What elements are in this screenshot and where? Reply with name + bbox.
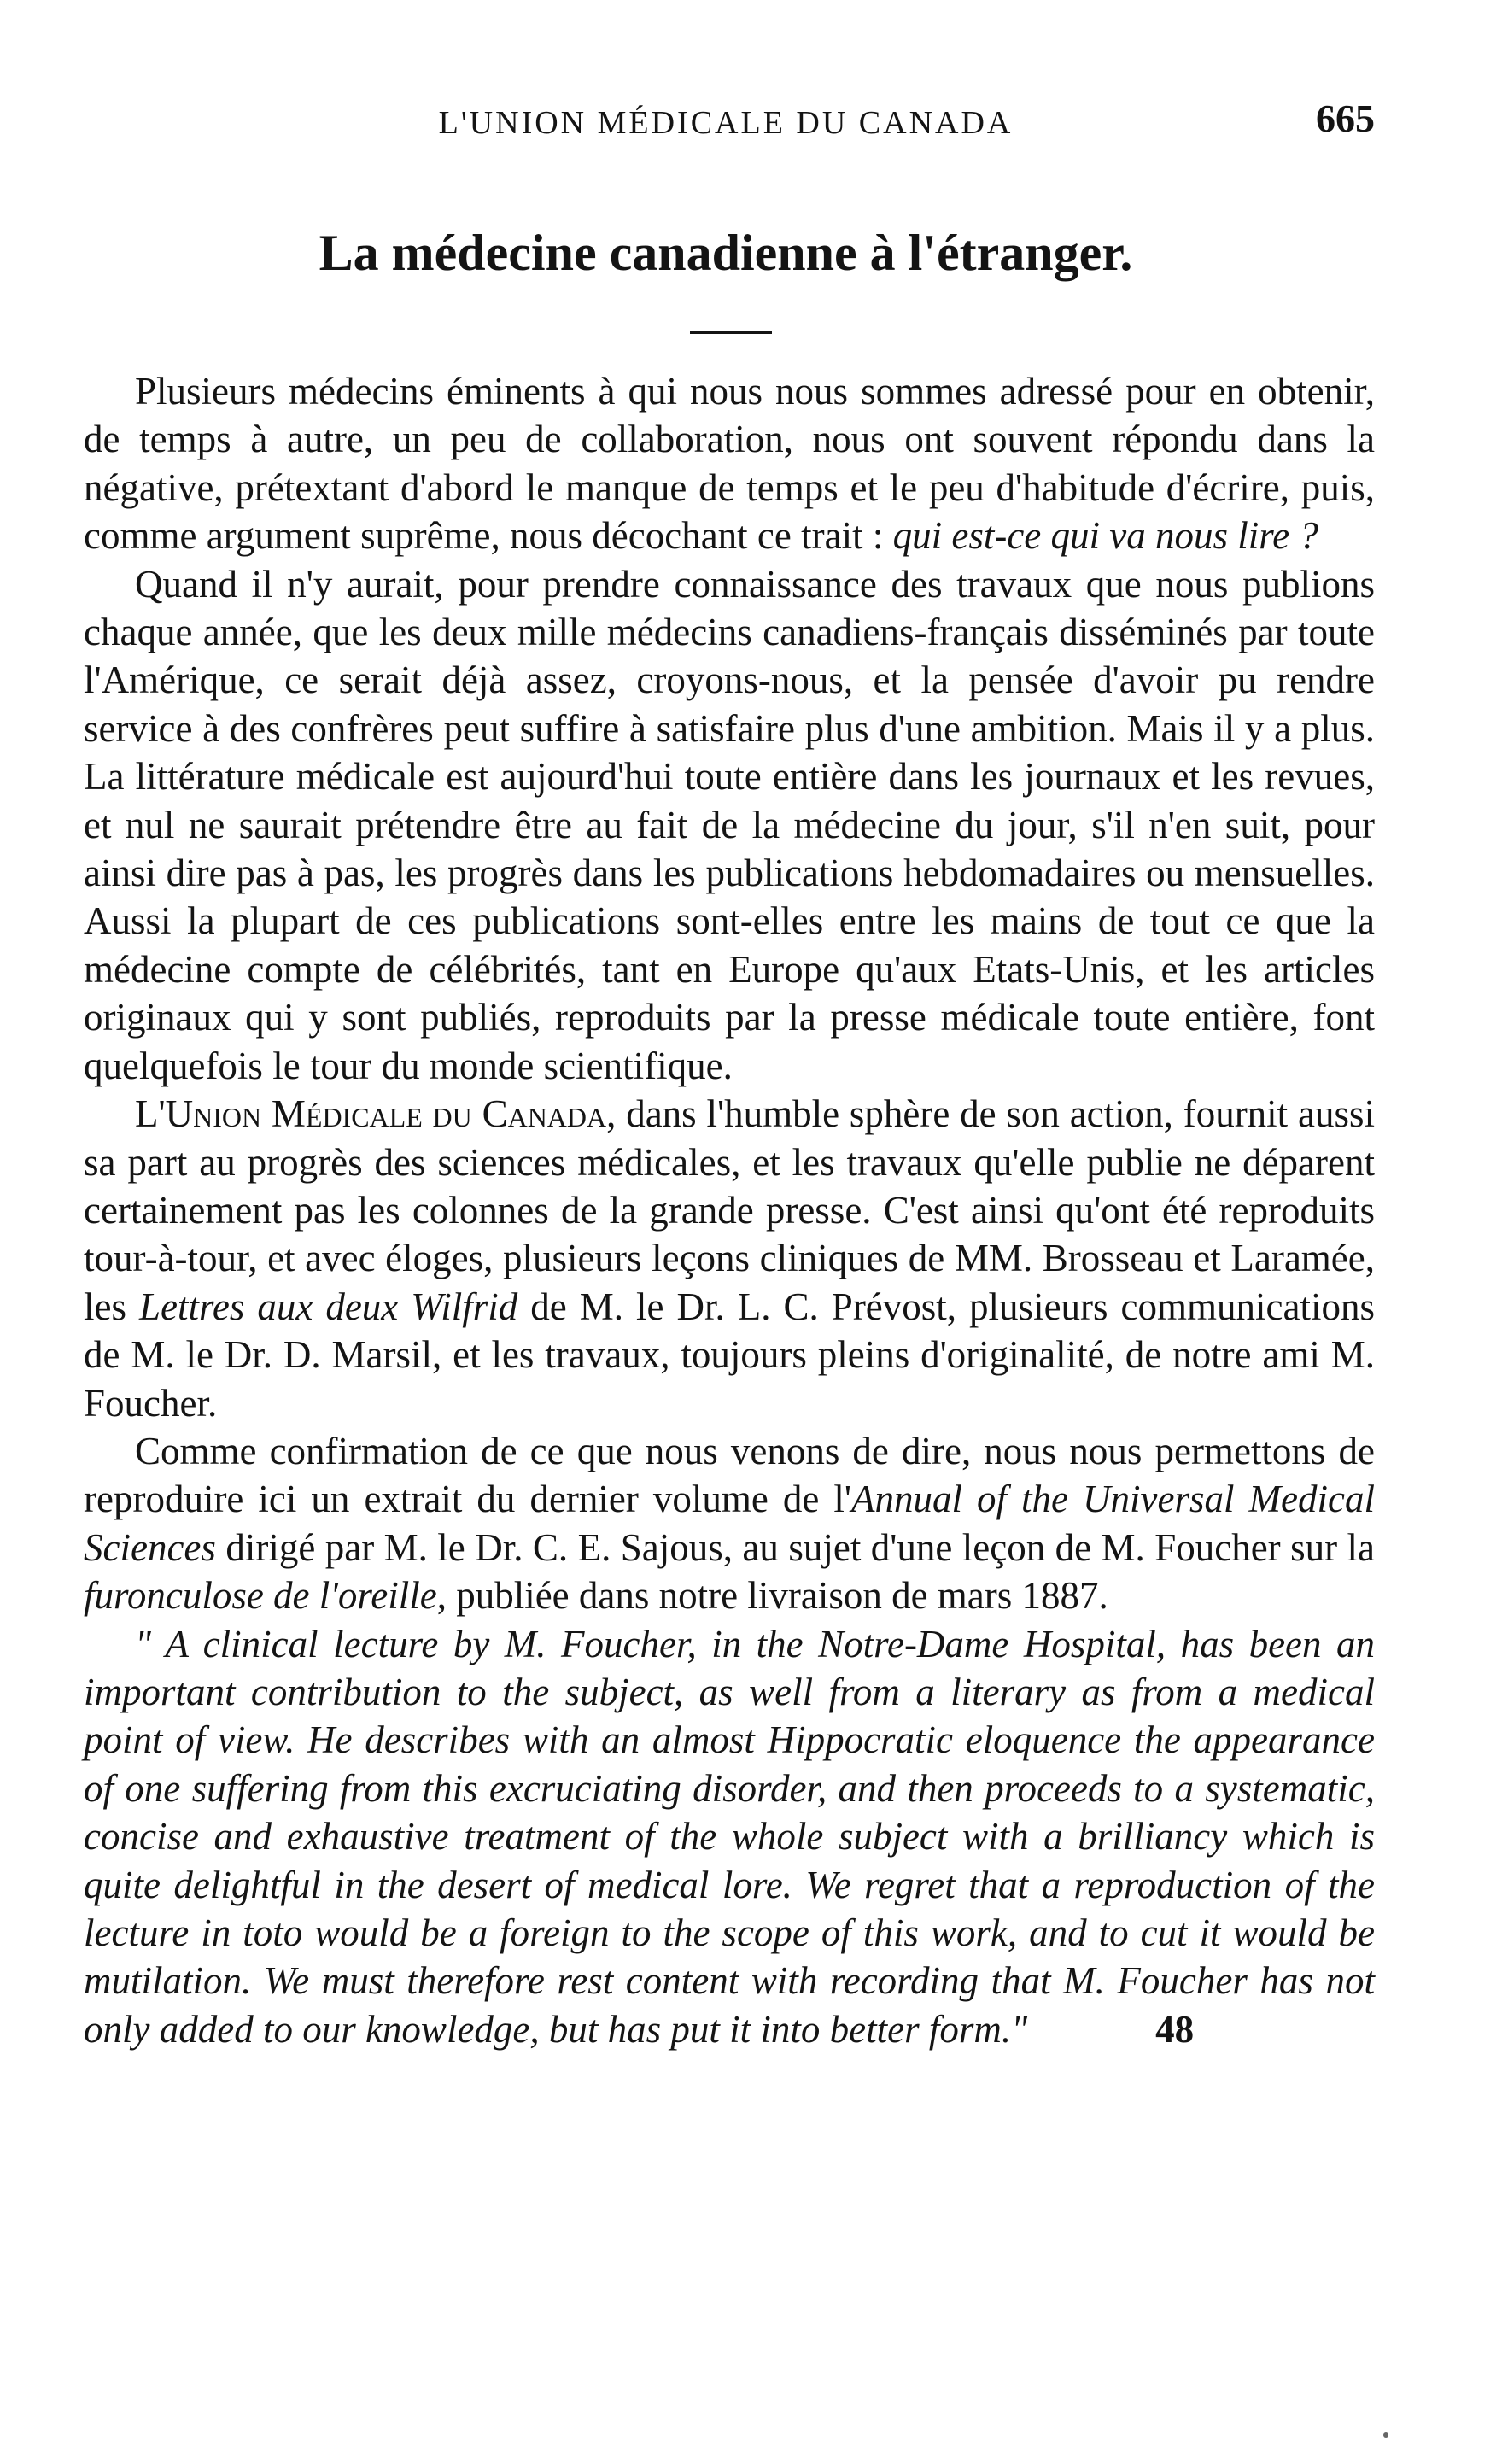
article-title: La médecine canadienne à l'étranger. xyxy=(319,225,1133,281)
paragraph-4 xyxy=(84,1427,1375,1620)
english-quotation xyxy=(84,1620,1375,2054)
page-header xyxy=(77,96,1375,155)
article-body xyxy=(84,367,1375,2053)
paragraph-2: Quand il n'y aurait, pour prendre connaissance des travaux que nous publions chaque année, que les deux mille médecins canadiens-français disséminés par toute l'Amérique, ce serait déjà assez, croyons-nous, et la pensée d'avoir pu rendre service à des confrères peut suffire à satisfaire plus d'une ambition. Mais il y a plus. La littérature médicale est aujourd'hui toute entière dans les journaux et les revues, et nul ne saurait prétendre être au fait de la médecine du jour, s'il n'en suit, pour ainsi dire pas à pas, les progrès dans les publications hebdomadaires ou mensuelles. Aussi la plupart de ces publications sont-elles entre les mains de tout ce que la médecine compte de célébrités, tant en Europe qu'aux Etats-Unis, et les articles originaux qui y sont publiés, reproduits par la presse médicale toute entière, font quelquefois le tour du monde scientifique. xyxy=(84,562,1375,1087)
paragraph-4-text-c: , publiée dans notre livraison de mars 1887. xyxy=(436,1574,1108,1618)
running-title: L'UNION MÉDICALE DU CANADA xyxy=(438,105,1014,141)
page-number: 665 xyxy=(1316,97,1375,140)
paragraph-1-text: Plusieurs médecins éminents à qui nous nous sommes adressé pour en obtenir, de temps à autre, un peu de collaboration, nous ont souvent répondu dans la négative, prétextant d'abord le manque de temps et le peu d'habitude d'écrire, puis, comme argument suprême, nous décochant ce trait : xyxy=(84,370,1375,558)
signature-number: 48 xyxy=(1155,2007,1195,2051)
furonculose-title: furonculose de l'oreille xyxy=(84,1574,437,1618)
paragraph-3 xyxy=(84,1090,1375,1427)
paragraph-1 xyxy=(84,367,1375,560)
paragraph-3-text-a: , dans l'humble sphère de son action, fournit aussi sa part au progrès des sciences médicales, et les travaux qu'elle publie ne déparent certainement pas les colonnes de la grande presse. C'est ainsi qu'ont été reproduits tour-à-tour, et avec éloges, plusieurs leçons cliniques de MM. Brosseau et Laramée, les xyxy=(84,1092,1375,1328)
title-divider xyxy=(690,331,772,334)
paragraph-4-text-b: dirigé par M. le Dr. C. E. Sajous, au sujet d'une leçon de M. Foucher sur la xyxy=(215,1525,1375,1569)
paragraph-4-text-a: Comme confirmation de ce que nous venons de dire, nous nous permettons de reproduire ici un extrait du dernier volume de l' xyxy=(84,1429,1375,1521)
paragraph-3-text-b: de M. le Dr. L. C. Prévost, plusieurs communications de M. le Dr. D. Marsil, et les travaux, toujours pleins d'originalité, de notre ami M. Foucher. xyxy=(84,1285,1375,1425)
quotation-text: " A clinical lecture by M. Foucher, in the Notre-Dame Hospital, has been an important contribution to the subject, as well from a literary as from a medical point of view. He describes with an almost Hippocratic eloquence the appearance of one suffering from this excruciating disorder, and then proceeds to a systematic, concise and exhaustive treatment of the whole subject with a brilliancy which is quite delightful in the desert of medical lore. We regret that a reproduction of the lecture in toto would be a foreign to the scope of this work, and to cut it would be mutilation. We must therefore rest content with recording that M. Foucher has not only added to our knowledge, but has put it into better form." xyxy=(84,1622,1375,2051)
annual-title: Annual of the Universal Medical Sciences xyxy=(84,1478,1375,1569)
print-speck xyxy=(1383,2432,1388,2438)
paragraph-1-quote: qui est-ce qui va nous lire ? xyxy=(892,514,1318,558)
lettres-title: Lettres aux deux Wilfrid xyxy=(139,1285,518,1328)
journal-name: L'Union Médicale du Canada xyxy=(135,1092,607,1136)
